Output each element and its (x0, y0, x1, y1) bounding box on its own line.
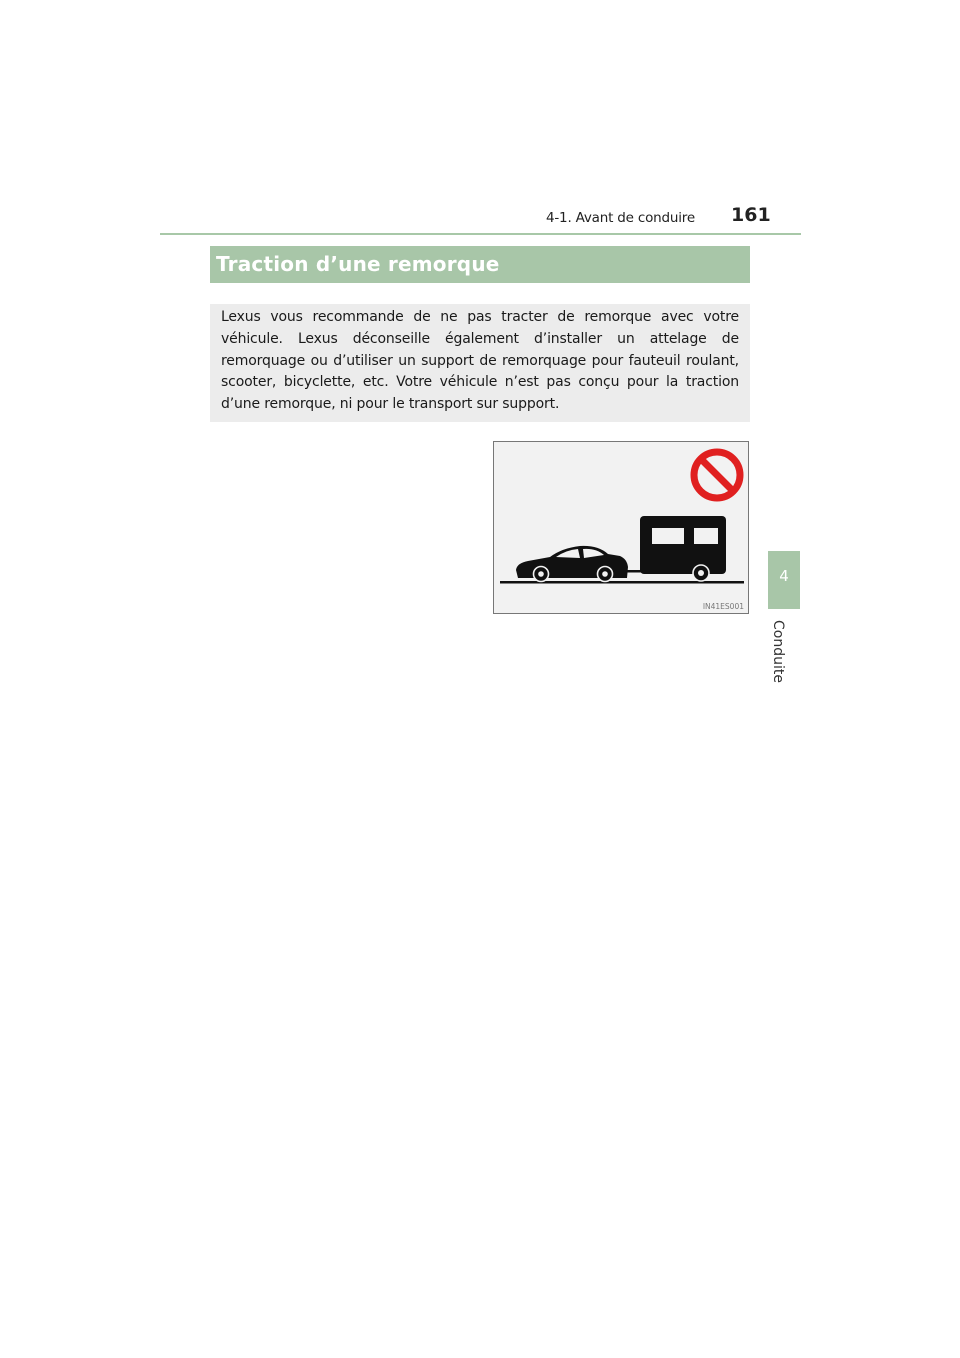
note-box (210, 304, 750, 422)
illustration-drawing (494, 442, 750, 615)
header-section-title: 4-1. Avant de conduire (546, 210, 695, 226)
towing-prohibited-illustration (493, 441, 749, 614)
chapter-label: Conduite (770, 620, 786, 683)
section-title: Traction d’une remorque (216, 252, 500, 276)
header-divider (160, 233, 801, 235)
note-text: Lexus vous recommande de ne pas tracter de remorque avec votre véhicule. Lexus déconseille également d’installer un attelage de remorquage ou d’utiliser un support de remorquage pour fauteuil roulant, scooter, bicyclette, etc. Votre véhicule n’est pas conçu pour la traction d’une remorque, ni pour le transport sur support. (221, 309, 739, 413)
ground-line (500, 581, 744, 584)
section-heading-bar (210, 246, 750, 283)
illustration-code: IN41ES001 (702, 602, 744, 611)
trailer-icon (640, 516, 726, 581)
chapter-tab[interactable] (768, 551, 800, 609)
prohibited-icon (694, 452, 740, 498)
chapter-number: 4 (779, 567, 789, 585)
car-icon (516, 546, 628, 582)
tow-hitch (627, 570, 641, 573)
page-number: 161 (731, 204, 771, 226)
